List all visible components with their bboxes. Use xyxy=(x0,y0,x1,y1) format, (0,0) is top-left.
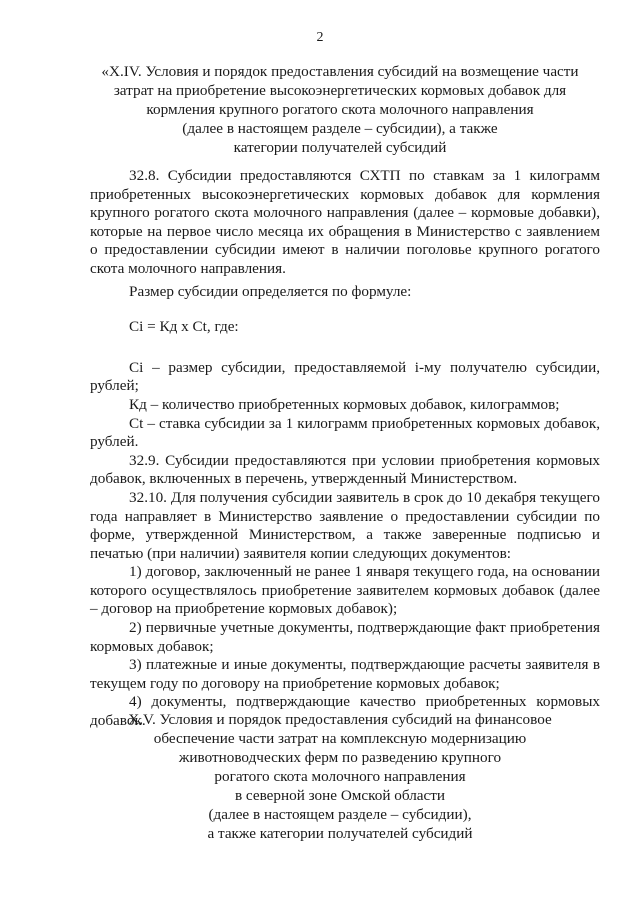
paragraph-32-10: 32.10. Для получения субсидии заявитель в срок до 10 декабря текущего года направляет в Министерство заявление о предоставлении субсидии по форме, утвержденной Министерством, а также заверенные подписью и печатью (при наличии) заявителя копии следующих документов: xyxy=(90,488,600,562)
formula: Ci = Кд x Ct, где: xyxy=(129,318,239,336)
list-item-3: 3) платежные и иные документы, подтверждающие расчеты заявителя в текущем году по договору на приобретение кормовых добавок; xyxy=(90,656,600,692)
paragraph-32-8: 32.8. Субсидии предоставляются СХТП по ставкам за 1 килограмм приобретенных высокоэнергетических кормовых добавок для кормления крупного рогатого скота молочного направления (далее – кормовые добавки), которые на первое число месяца их обращения в Министерство с заявлением о предоставлении субсидии имеют в наличии поголовье крупного рогатого скота молочного направления. xyxy=(90,167,600,277)
formula-ct-definition: Ct – ставка субсидии за 1 килограмм приобретенных кормовых добавок, рублей. xyxy=(90,414,600,451)
heading-line: а также категории получателей субсидий xyxy=(207,825,473,842)
heading-line: затрат на приобретение высокоэнергетических кормовых добавок для xyxy=(113,82,567,99)
heading-line: обеспечение части затрат на комплексную модернизацию xyxy=(153,730,527,747)
section-xv-heading xyxy=(80,710,600,843)
paragraph-32-9: 32.9. Субсидии предоставляются при условии приобретения кормовых добавок, включенных в перечень, утвержденный Министерством. xyxy=(90,451,600,488)
formula-kd-definition: Кд – количество приобретенных кормовых добавок, килограммов; xyxy=(129,395,560,413)
heading-line: кормления крупного рогатого скота молочного направления xyxy=(146,101,534,118)
heading-line: (далее в настоящем разделе – субсидии), а также xyxy=(182,120,498,137)
formula-ci-definition: Ci – размер субсидии, предоставляемой i-му получателю субсидии, рублей; xyxy=(90,358,600,395)
heading-line: в северной зоне Омской области xyxy=(234,787,446,804)
heading-line: (далее в настоящем разделе – субсидии), xyxy=(208,806,472,823)
list-item-4: 4) документы, подтверждающие качество приобретенных кормовых добавок. xyxy=(90,693,600,730)
list-item-2: 2) первичные учетные документы, подтверждающие факт приобретения кормовых добавок; xyxy=(90,619,600,655)
list-item-1: 1) договор, заключенный не ранее 1 января текущего года, на основании которого осуществлялось приобретение заявителем кормовых добавок (далее – договор на приобретение кормовых добавок); xyxy=(90,563,600,618)
page-number: 2 xyxy=(316,30,324,45)
heading-line: категории получателей субсидий xyxy=(233,139,447,156)
formula-intro: Размер субсидии определяется по формуле: xyxy=(129,282,412,300)
heading-line: животноводческих ферм по разведению крупного xyxy=(178,749,502,766)
heading-line: X.V. Условия и порядок предоставления субсидий на финансовое xyxy=(128,711,552,728)
section-xiv-heading xyxy=(80,62,600,157)
heading-line: рогатого скота молочного направления xyxy=(214,768,466,785)
heading-line: «X.IV. Условия и порядок предоставления субсидий на возмещение части xyxy=(101,63,579,80)
section-xiv-body xyxy=(90,167,600,731)
